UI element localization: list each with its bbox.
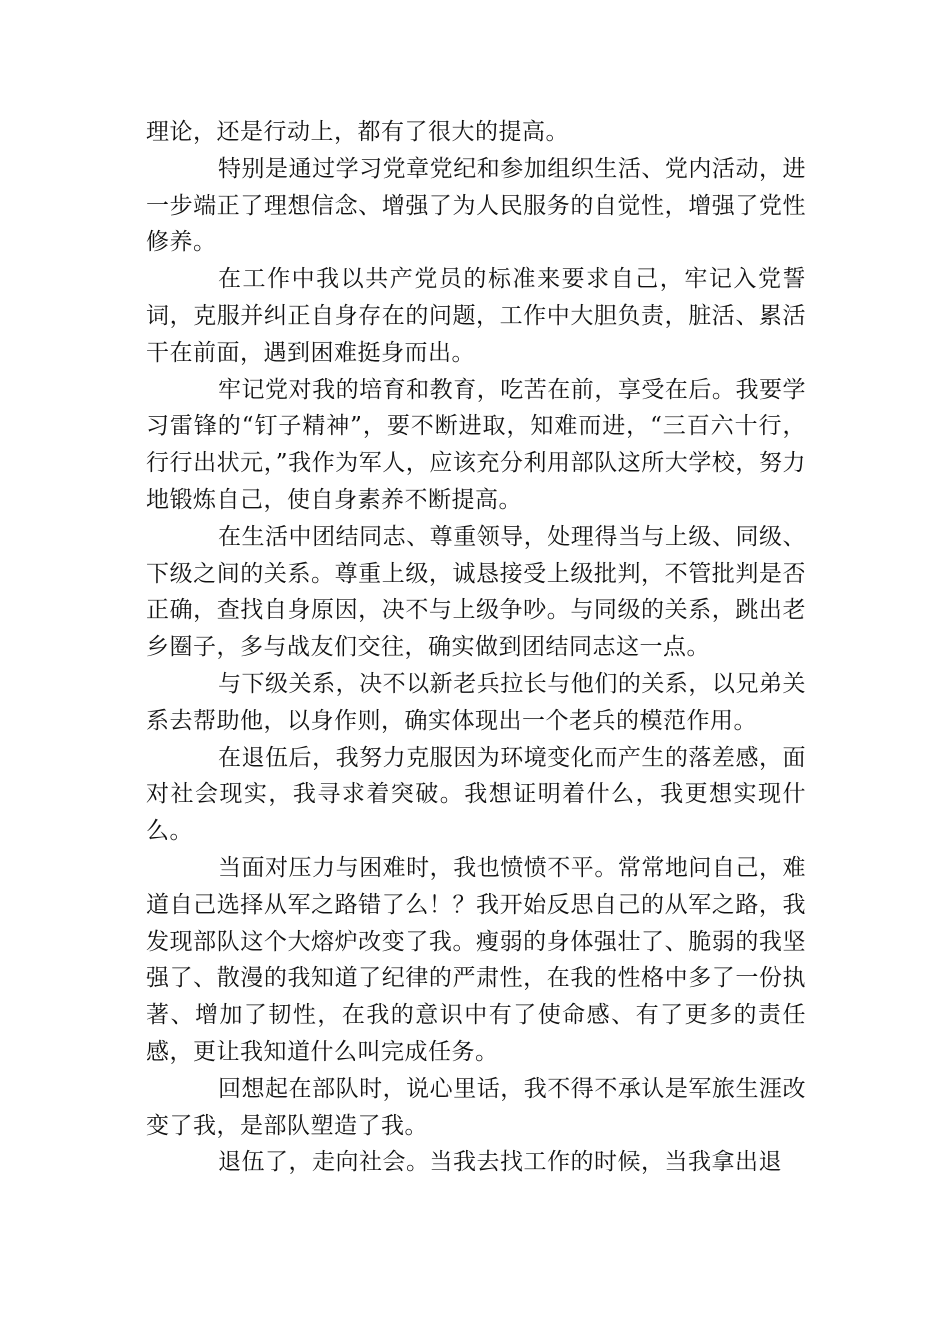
document-body [146,114,806,1181]
paragraph-4: 牢记党对我的培育和教育，吃苦在前，享受在后。我要学习雷锋的“钉子精神”，要不断进取，知难而进，“三百六十行，行行出状元，”我作为军人，应该充分利用部队这所大学校，努力地锻炼自己，使自身素养不断提高。 [146,376,806,513]
paragraph-5: 在生活中团结同志、尊重领导，处理得当与上级、同级、下级之间的关系。尊重上级，诚恳接受上级批判，不管批判是否正确，查找自身原因，决不与上级争吵。与同级的关系，跳出老乡圈子，多与战友们交往，确实做到团结同志这一点。 [146,523,806,661]
paragraph-8: 当面对压力与困难时，我也愤愤不平。常常地问自己，难道自己选择从军之路错了么！？我开始反思自己的从军之路，我发现部队这个大熔炉改变了我。瘦弱的身体强壮了、脆弱的我坚强了、散漫的我知道了纪律的严肃性，在我的性格中多了一份执著、增加了韧性，在我的意识中有了使命感、有了更多的责任感，更让我知道什么叫完成任务。 [146,854,806,1065]
paragraph-2: 特别是通过学习党章党纪和参加组织生活、党内活动，进一步端正了理想信念、增强了为人民服务的自觉性，增强了党性修养。 [146,155,806,256]
paragraph-6: 与下级关系，决不以新老兵拉长与他们的关系，以兄弟关系去帮助他，以身作则，确实体现出一个老兵的模范作用。 [146,670,806,734]
paragraph-3: 在工作中我以共产党员的标准来要求自己，牢记入党誓词，克服并纠正自身存在的问题，工作中大胆负责，脏活、累活干在前面，遇到困难挺身而出。 [146,266,806,366]
paragraph-7: 在退伍后，我努力克服因为环境变化而产生的落差感，面对社会现实，我寻求着突破。我想证明着什么，我更想实现什么。 [146,744,806,845]
paragraph-10: 退伍了，走向社会。当我去找工作的时候，当我拿出退 [218,1149,782,1176]
paragraph-1: 理论，还是行动上，都有了很大的提高。 [146,119,569,145]
paragraph-9: 回想起在部队时，说心里话，我不得不承认是军旅生涯改变了我，是部队塑造了我。 [146,1075,806,1139]
